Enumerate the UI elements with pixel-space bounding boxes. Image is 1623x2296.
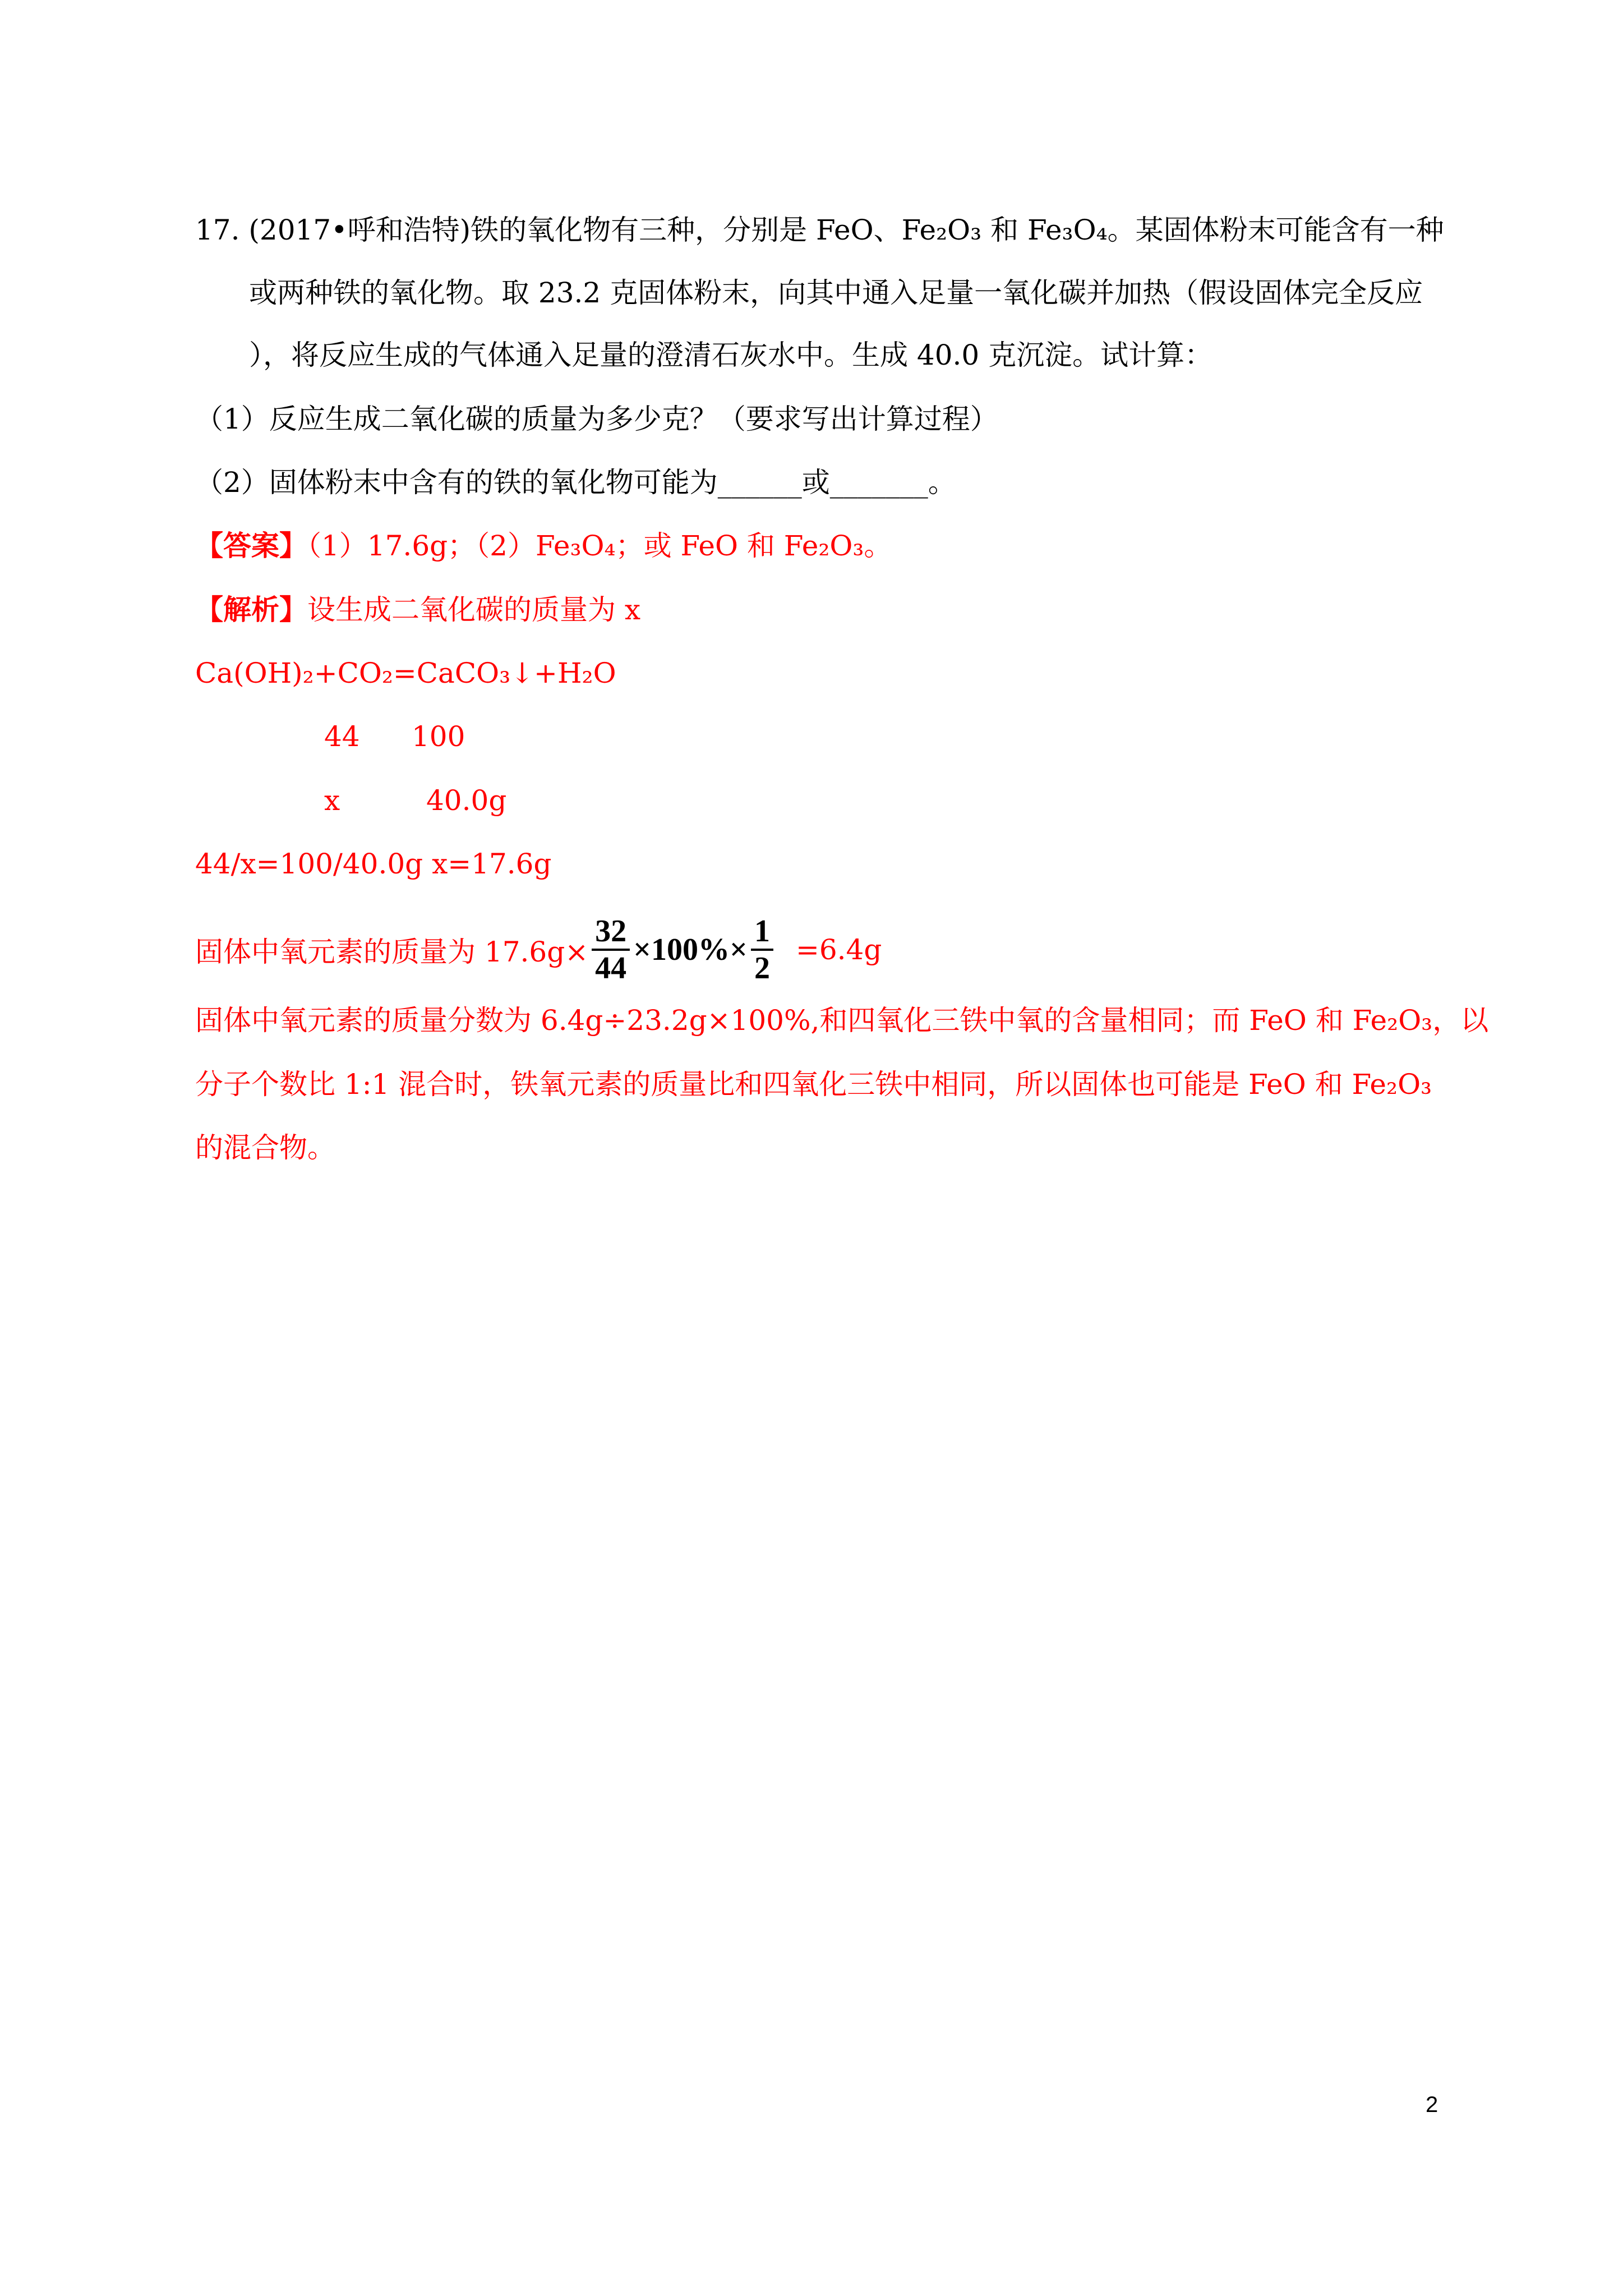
oxygen-fraction-line: 固体中氧元素的质量分数为 6.4g÷23.2g×100%,和四氧化三铁中氧的含量相同；而 FeO 和 Fe₂O₃，以: [195, 1004, 1489, 1037]
question-part-1: （1）反应生成二氧化碳的质量为多少克？（要求写出计算过程）: [195, 403, 998, 435]
unknown-x: x: [324, 784, 340, 817]
answer-line: [195, 526, 892, 565]
question-line-3: ），将反应生成的气体通入足量的澄清石灰水中。生成 40.0 克沉淀。试计算：: [249, 339, 1213, 371]
page-number: 2: [1426, 2092, 1438, 2117]
oxygen-mass-prefix: 固体中氧元素的质量为 17.6g×: [195, 936, 589, 968]
analysis-label: 【解析】: [195, 593, 307, 626]
fraction-32-44: [592, 914, 630, 986]
oxygen-mass-result: =6.4g: [795, 933, 882, 966]
answer-text: （1）17.6g；（2）Fe₃O₄；或 FeO 和 Fe₂O₃。: [307, 530, 892, 562]
question-line-2: 或两种铁的氧化物。取 23.2 克固体粉末，向其中通入足量一氧化碳并加热（假设固体完全反应: [249, 277, 1423, 309]
oxygen-mass-formula: [195, 908, 882, 992]
fraction-1-2: [751, 914, 773, 986]
ratio-line: 分子个数比 1:1 混合时，铁氧元素的质量比和四氧化三铁中相同，所以固体也可能是 FeO 和 Fe₂O₃: [195, 1068, 1432, 1101]
fraction-denominator: 44: [595, 951, 627, 986]
question-line-1: 17. (2017•呼和浩特)铁的氧化物有三种，分别是 FeO、Fe₂O₃ 和 Fe₃O₄。某固体粉末可能含有一种: [195, 214, 1444, 246]
analysis-intro-line: [195, 590, 640, 629]
proportion-line: 44/x=100/40.0g x=17.6g: [195, 848, 552, 880]
fraction-numerator: 32: [592, 914, 630, 951]
mass-ratio-44: 44: [324, 720, 360, 753]
answer-label: 【答案】: [195, 529, 307, 562]
analysis-intro: 设生成二氧化碳的质量为 x: [307, 593, 641, 626]
multiply-percent: ×100%×: [633, 932, 748, 967]
fraction-denominator: 2: [754, 951, 770, 986]
mass-ratio-100: 100: [412, 720, 465, 753]
question-part-2: （2）固体粉末中含有的铁的氧化物可能为______或_______。: [195, 466, 956, 499]
fraction-numerator: 1: [751, 914, 773, 951]
conclusion-line: 的混合物。: [195, 1131, 335, 1164]
reaction-equation: Ca(OH)₂+CO₂=CaCO₃↓+H₂O: [195, 657, 616, 689]
precipitate-mass: 40.0g: [426, 784, 507, 817]
